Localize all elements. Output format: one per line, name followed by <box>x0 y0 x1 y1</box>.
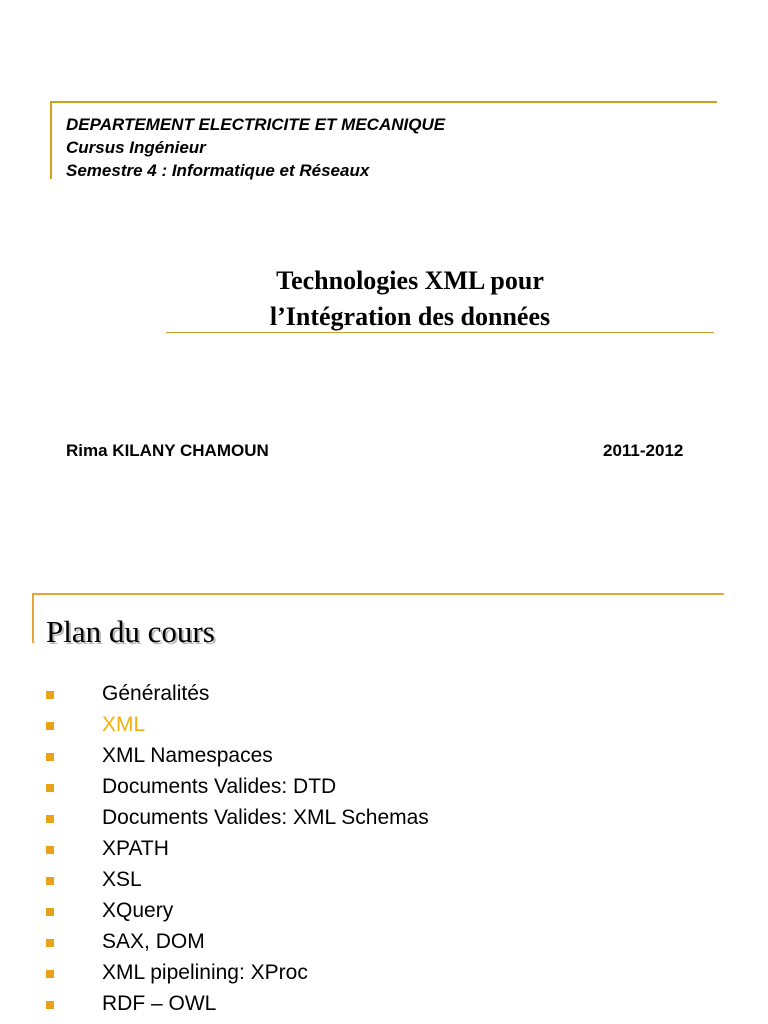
plan-list-item <box>46 865 429 896</box>
plan-item-label: XPATH <box>102 837 169 860</box>
plan-item-label: XSL <box>102 868 142 891</box>
plan-list <box>46 679 429 1020</box>
course-title <box>160 263 660 335</box>
plan-title: Plan du cours <box>46 614 215 649</box>
program-name: Cursus Ingénieur <box>66 138 206 157</box>
square-bullet-icon <box>46 722 54 730</box>
plan-item-label: XQuery <box>102 899 174 922</box>
plan-list-item <box>46 834 429 865</box>
plan-item-label: RDF – OWL <box>102 992 217 1015</box>
square-bullet-icon <box>46 877 54 885</box>
plan-item-label: SAX, DOM <box>102 930 205 953</box>
square-bullet-icon <box>46 753 54 761</box>
semester-info: Semestre 4 : Informatique et Réseaux <box>66 161 370 180</box>
plan-item-label: XML Namespaces <box>102 744 273 767</box>
square-bullet-icon <box>46 846 54 854</box>
title-divider <box>166 332 714 333</box>
square-bullet-icon <box>46 908 54 916</box>
course-title-line1: Technologies XML pour <box>276 266 544 295</box>
plan-list-item <box>46 741 429 772</box>
plan-list-item <box>46 803 429 834</box>
department-header <box>66 113 445 182</box>
plan-list-item <box>46 989 429 1020</box>
plan-item-label: Documents Valides: XML Schemas <box>102 806 429 829</box>
academic-year: 2011-2012 <box>603 441 684 460</box>
square-bullet-icon <box>46 815 54 823</box>
course-title-line2: l’Intégration des données <box>269 302 551 331</box>
slide2-side-rule <box>32 593 34 643</box>
author-name: Rima KILANY CHAMOUN <box>66 441 269 460</box>
square-bullet-icon <box>46 691 54 699</box>
plan-list-item <box>46 710 429 741</box>
plan-item-label: XML <box>102 713 146 736</box>
square-bullet-icon <box>46 970 54 978</box>
department-name: DEPARTEMENT ELECTRICITE ET MECANIQUE <box>66 115 446 134</box>
slide2-top-rule <box>32 593 724 595</box>
plan-list-item <box>46 896 429 927</box>
plan-list-item <box>46 927 429 958</box>
plan-item-label: Documents Valides: DTD <box>102 775 337 798</box>
plan-list-item <box>46 772 429 803</box>
square-bullet-icon <box>46 784 54 792</box>
plan-list-item <box>46 958 429 989</box>
plan-item-label: Généralités <box>102 682 210 705</box>
square-bullet-icon <box>46 939 54 947</box>
plan-item-label: XML pipelining: XProc <box>102 961 308 984</box>
square-bullet-icon <box>46 1001 54 1009</box>
plan-list-item <box>46 679 429 710</box>
